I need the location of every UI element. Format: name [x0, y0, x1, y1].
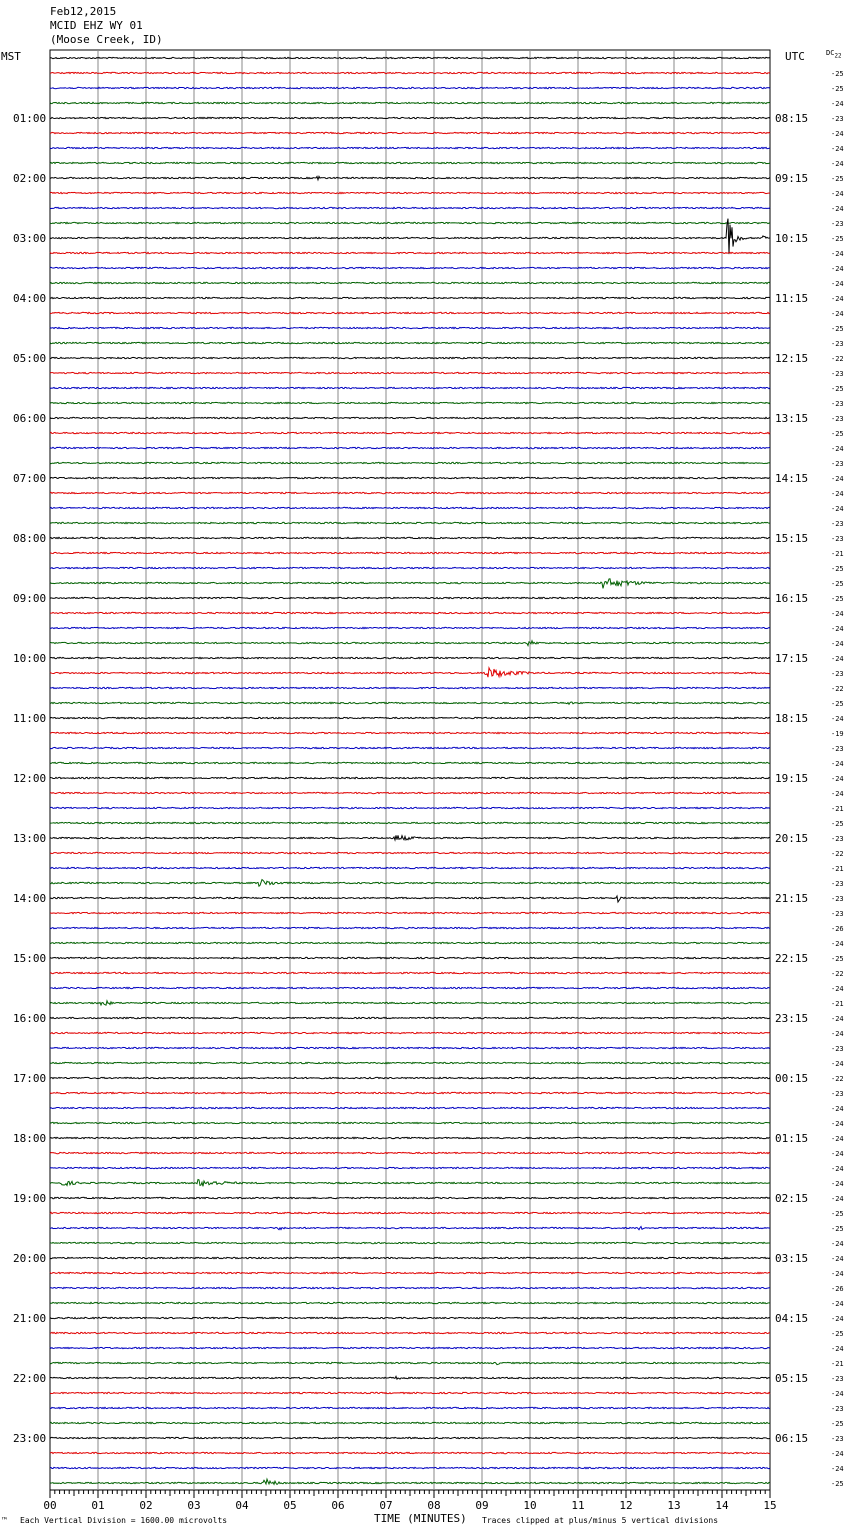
- dc-offset-label: -24: [831, 310, 844, 318]
- dc-offset-label: -24: [831, 100, 844, 108]
- dc-offset-label: -24: [831, 190, 844, 198]
- trace-line: [50, 1077, 770, 1078]
- dc-offset-label: -21: [831, 1000, 844, 1008]
- trace-line: [50, 702, 770, 704]
- dc-offset-label: -22: [831, 850, 844, 858]
- dc-offset-label: -25: [831, 70, 844, 78]
- x-tick-label: 01: [91, 1499, 105, 1512]
- dc-offset-label: -24: [831, 445, 844, 453]
- trace-line: [50, 807, 770, 808]
- hour-label-mst: 19:00: [13, 1192, 47, 1205]
- trace-line: [50, 132, 770, 133]
- trace-line: [50, 507, 770, 508]
- x-tick-label: 09: [475, 1499, 489, 1512]
- trace-line: [50, 822, 770, 823]
- hour-label-mst: 07:00: [13, 472, 47, 485]
- dc-offset-label: -24: [831, 1255, 844, 1263]
- trace-line: [50, 552, 770, 553]
- hour-label-utc: 20:15: [775, 832, 809, 845]
- dc-offset-label: -23: [831, 460, 844, 468]
- hour-label-utc: 04:15: [775, 1312, 809, 1325]
- trace-line: [50, 1257, 770, 1258]
- hour-label-utc: 14:15: [775, 472, 809, 485]
- trace-line: [50, 732, 770, 733]
- trace-line: [50, 1272, 770, 1273]
- dc-offset-label: -25: [831, 1420, 844, 1428]
- dc-offset-label: -25: [831, 700, 844, 708]
- dc-offset-label: -24: [831, 145, 844, 153]
- trace-line: [50, 219, 770, 255]
- dc-offset-label: -21: [831, 865, 844, 873]
- trace-line: [50, 896, 770, 902]
- hour-label-utc: 05:15: [775, 1372, 809, 1385]
- trace-line: [50, 792, 770, 793]
- hour-label-mst: 03:00: [13, 232, 47, 245]
- dc-offset-label: -23: [831, 415, 844, 423]
- hour-label-utc: 09:15: [775, 172, 809, 185]
- dc-offset-label: -24: [831, 1270, 844, 1278]
- dc-offset-label: -25: [831, 175, 844, 183]
- dc-offset-label: -24: [831, 160, 844, 168]
- dc-offset-label: -25: [831, 325, 844, 333]
- x-tick-label: 02: [139, 1499, 153, 1512]
- x-tick-label: 03: [187, 1499, 201, 1512]
- trace-line: [50, 1167, 770, 1168]
- trace-line: [50, 1332, 770, 1333]
- header-date: Feb12,2015: [50, 5, 117, 18]
- hour-label-mst: 16:00: [13, 1012, 47, 1025]
- hour-label-mst: 09:00: [13, 592, 47, 605]
- trace-line: [50, 387, 770, 388]
- hour-label-mst: 17:00: [13, 1072, 47, 1085]
- dc-offset-label: -24: [831, 940, 844, 948]
- dc-offset-label: -23: [831, 745, 844, 753]
- trace-line: [50, 192, 770, 193]
- hour-label-mst: 15:00: [13, 952, 47, 965]
- dc-offset-label: -25: [831, 430, 844, 438]
- dc-offset-label: -21: [831, 805, 844, 813]
- trace-line: [50, 267, 770, 268]
- trace-line: [50, 1317, 770, 1318]
- hour-label-mst: 08:00: [13, 532, 47, 545]
- trace-line: [50, 1479, 770, 1484]
- hour-label-utc: 02:15: [775, 1192, 809, 1205]
- dc-offset-label: -23: [831, 370, 844, 378]
- dc-offset-label: -25: [831, 595, 844, 603]
- trace-line: [50, 72, 770, 73]
- hour-label-mst: 04:00: [13, 292, 47, 305]
- hour-label-utc: 19:15: [775, 772, 809, 785]
- dc-offset-label: -23: [831, 115, 844, 123]
- dc-offset-label: -24: [831, 640, 844, 648]
- hour-label-utc: 06:15: [775, 1432, 809, 1445]
- trace-line: [50, 1422, 770, 1423]
- dc-offset-label: -23: [831, 340, 844, 348]
- dc-offset-label: -24: [831, 625, 844, 633]
- x-tick-label: 05: [283, 1499, 297, 1512]
- x-tick-label: 14: [715, 1499, 729, 1512]
- trace-line: [50, 492, 770, 493]
- trace-line: [50, 1197, 770, 1198]
- trace-line: [50, 1179, 770, 1186]
- dc-offset-label: -23: [831, 1090, 844, 1098]
- x-tick-label: 12: [619, 1499, 633, 1512]
- trace-line: [50, 342, 770, 343]
- dc-offset-label: -25: [831, 1480, 844, 1488]
- trace-line: [50, 1242, 770, 1243]
- hour-label-utc: 13:15: [775, 412, 809, 425]
- trace-line: [50, 117, 770, 118]
- hour-label-utc: 23:15: [775, 1012, 809, 1025]
- dc-offset-label: -24: [831, 1120, 844, 1128]
- dc-offset-label: -23: [831, 220, 844, 228]
- trace-line: [50, 567, 770, 568]
- trace-line: [50, 942, 770, 943]
- dc-offset-label: -26: [831, 925, 844, 933]
- hour-label-utc: 17:15: [775, 652, 809, 665]
- dc-offset-label: -25: [831, 385, 844, 393]
- dc-offset-label: -24: [831, 790, 844, 798]
- trace-line: [50, 1347, 770, 1348]
- trace-line: [50, 1062, 770, 1063]
- hour-label-mst: 01:00: [13, 112, 47, 125]
- trace-line: [50, 1437, 770, 1438]
- hour-label-mst: 02:00: [13, 172, 47, 185]
- dc-offset-label: -22: [831, 355, 844, 363]
- hour-label-mst: 21:00: [13, 1312, 47, 1325]
- dc-offset-label: -21: [831, 550, 844, 558]
- corner-mark: ™: [2, 1516, 7, 1525]
- dc-offset-label: -23: [831, 835, 844, 843]
- left-zone-label: MST: [1, 50, 21, 63]
- dc-offset-label: -25: [831, 85, 844, 93]
- scale-note: Each Vertical Division = 1600.00 microvolts: [20, 1516, 228, 1525]
- trace-line: [50, 972, 770, 973]
- dc-offset-label: -25: [831, 820, 844, 828]
- dc-offset-label: -21: [831, 1360, 844, 1368]
- hour-label-mst: 10:00: [13, 652, 47, 665]
- trace-line: [50, 1047, 770, 1048]
- trace-line: [50, 432, 770, 433]
- dc-offset-label: -23: [831, 400, 844, 408]
- trace-line: [50, 537, 770, 538]
- dc-offset-label: -24: [831, 1195, 844, 1203]
- dc-offset-label: -24: [831, 1450, 844, 1458]
- hour-label-mst: 23:00: [13, 1432, 47, 1445]
- trace-line: [50, 1302, 770, 1303]
- x-tick-label: 11: [571, 1499, 585, 1512]
- dc-offset-label: -24: [831, 1315, 844, 1323]
- trace-line: [50, 912, 770, 913]
- trace-line: [50, 147, 770, 148]
- trace-line: [50, 1452, 770, 1453]
- trace-line: [50, 372, 770, 373]
- trace-line: [50, 1407, 770, 1408]
- dc-offset-label: -24: [831, 1240, 844, 1248]
- hour-label-utc: 22:15: [775, 952, 809, 965]
- dc-offset-label: -24: [831, 1150, 844, 1158]
- trace-line: [50, 717, 770, 718]
- x-tick-label: 08: [427, 1499, 441, 1512]
- dc-offset-label: -23: [831, 895, 844, 903]
- hour-label-utc: 21:15: [775, 892, 809, 905]
- trace-line: [50, 87, 770, 88]
- hour-label-mst: 13:00: [13, 832, 47, 845]
- trace-line: [50, 1376, 770, 1379]
- trace-line: [50, 987, 770, 988]
- hour-label-utc: 01:15: [775, 1132, 809, 1145]
- dc-offset-label: -24: [831, 205, 844, 213]
- hour-label-utc: 00:15: [775, 1072, 809, 1085]
- trace-line: [50, 880, 770, 887]
- dc-offset-label: -23: [831, 1375, 844, 1383]
- x-tick-label: 04: [235, 1499, 249, 1512]
- dc-offset-label: -22: [831, 970, 844, 978]
- trace-line: [50, 1122, 770, 1123]
- trace-line: [50, 1467, 770, 1468]
- trace-line: [50, 207, 770, 208]
- trace-line: [50, 579, 770, 589]
- trace-line: [50, 327, 770, 328]
- trace-line: [50, 222, 770, 223]
- x-tick-label: 15: [763, 1499, 777, 1512]
- dc-offset-label: -24: [831, 655, 844, 663]
- clip-note: Traces clipped at plus/minus 5 vertical divisions: [482, 1516, 719, 1525]
- dc-offset-label: -26: [831, 1285, 844, 1293]
- trace-line: [50, 477, 770, 478]
- trace-line: [50, 1212, 770, 1213]
- x-tick-label: 07: [379, 1499, 393, 1512]
- dc-offset-label: -24: [831, 715, 844, 723]
- trace-line: [50, 1152, 770, 1153]
- dc-offset-label: -23: [831, 880, 844, 888]
- trace-line: [50, 668, 770, 677]
- trace-line: [50, 612, 770, 613]
- trace-line: [50, 297, 770, 298]
- dc-offset-label: -24: [831, 1030, 844, 1038]
- dc-offset-label: -24: [831, 1300, 844, 1308]
- dc-offset-label: -24: [831, 250, 844, 258]
- trace-line: [50, 867, 770, 868]
- trace-line: [50, 657, 770, 658]
- dc-offset-label: -24: [831, 475, 844, 483]
- trace-line: [50, 1392, 770, 1393]
- dc-offset-label: -23: [831, 670, 844, 678]
- trace-line: [50, 957, 770, 958]
- dc-offset-label: -23: [831, 535, 844, 543]
- header-location: (Moose Creek, ID): [50, 33, 163, 46]
- dc-offset-label: -25: [831, 1210, 844, 1218]
- dc-offset-label: -25: [831, 580, 844, 588]
- x-tick-label: 13: [667, 1499, 681, 1512]
- dc-offset-label: -24: [831, 775, 844, 783]
- hour-label-mst: 05:00: [13, 352, 47, 365]
- trace-line: [50, 835, 770, 840]
- dc-offset-label: -23: [831, 1405, 844, 1413]
- trace-line: [50, 1092, 770, 1093]
- dc-offset-label: -22: [831, 685, 844, 693]
- trace-line: [50, 357, 770, 358]
- dc-offset-label: -24: [831, 1345, 844, 1353]
- plot-frame: [50, 50, 770, 1490]
- dc-offset-label: -24: [831, 1135, 844, 1143]
- trace-line: [50, 417, 770, 418]
- header-station: MCID EHZ WY 01: [50, 19, 143, 32]
- hour-label-mst: 11:00: [13, 712, 47, 725]
- dc-offset-label: -24: [831, 505, 844, 513]
- dc-offset-label: -24: [831, 1390, 844, 1398]
- dc-offset-label: -24: [831, 985, 844, 993]
- dc-offset-label: -24: [831, 130, 844, 138]
- dc-offset-label: -24: [831, 1105, 844, 1113]
- dc-offset-label: -24: [831, 295, 844, 303]
- x-tick-label: 00: [43, 1499, 57, 1512]
- hour-label-mst: 06:00: [13, 412, 47, 425]
- dc-offset-label: -24: [831, 280, 844, 288]
- hour-label-utc: 16:15: [775, 592, 809, 605]
- trace-line: [50, 447, 770, 448]
- hour-label-utc: 08:15: [775, 112, 809, 125]
- hour-label-mst: 20:00: [13, 1252, 47, 1265]
- hour-label-mst: 14:00: [13, 892, 47, 905]
- dc-offset-label: -19: [831, 730, 844, 738]
- dc-offset-label: -23: [831, 910, 844, 918]
- trace-line: [50, 162, 770, 163]
- dc-offset-label: -25: [831, 235, 844, 243]
- hour-label-mst: 12:00: [13, 772, 47, 785]
- dc-offset-label: -22: [831, 1075, 844, 1083]
- trace-line: [50, 1362, 770, 1364]
- dc-offset-label: -24: [831, 1060, 844, 1068]
- right-zone-label: UTC: [785, 50, 805, 63]
- x-tick-label: 06: [331, 1499, 345, 1512]
- dc-offset-label: -24: [831, 1465, 844, 1473]
- trace-line: [50, 641, 770, 646]
- trace-line: [50, 462, 770, 463]
- trace-line: [50, 102, 770, 103]
- x-axis-label: TIME (MINUTES): [374, 1512, 467, 1525]
- dc-offset-label: -24: [831, 490, 844, 498]
- trace-line: [50, 1226, 770, 1229]
- trace-line: [50, 402, 770, 403]
- trace-line: [50, 747, 770, 748]
- trace-line: [50, 687, 770, 688]
- trace-line: [50, 252, 770, 253]
- dc-offset-label: -24: [831, 265, 844, 273]
- trace-line: [50, 927, 770, 928]
- dc-offset-label: -24: [831, 610, 844, 618]
- trace-line: [50, 1001, 770, 1005]
- trace-line: [50, 176, 770, 179]
- trace-line: [50, 1017, 770, 1018]
- x-tick-label: 10: [523, 1499, 537, 1512]
- dc-offset-label: -23: [831, 1435, 844, 1443]
- trace-line: [50, 1137, 770, 1138]
- hour-label-utc: 12:15: [775, 352, 809, 365]
- dc-offset-label: -25: [831, 1225, 844, 1233]
- trace-line: [50, 1107, 770, 1108]
- trace-line: [50, 597, 770, 598]
- dc-label: $DC_{22}$: [826, 49, 842, 60]
- hour-label-utc: 11:15: [775, 292, 809, 305]
- dc-offset-label: -25: [831, 955, 844, 963]
- trace-line: [50, 282, 770, 283]
- dc-offset-label: -24: [831, 1015, 844, 1023]
- dc-offset-label: -24: [831, 1165, 844, 1173]
- hour-label-utc: 18:15: [775, 712, 809, 725]
- hour-label-mst: 18:00: [13, 1132, 47, 1145]
- trace-line: [50, 762, 770, 763]
- hour-label-utc: 10:15: [775, 232, 809, 245]
- hour-label-mst: 22:00: [13, 1372, 47, 1385]
- dc-offset-label: -25: [831, 565, 844, 573]
- dc-offset-label: -24: [831, 760, 844, 768]
- hour-label-utc: 15:15: [775, 532, 809, 545]
- dc-offset-label: -25: [831, 1330, 844, 1338]
- trace-line: [50, 777, 770, 778]
- trace-line: [50, 57, 770, 58]
- trace-line: [50, 1287, 770, 1288]
- dc-offset-label: -24: [831, 1180, 844, 1188]
- hour-label-utc: 03:15: [775, 1252, 809, 1265]
- trace-line: [50, 312, 770, 313]
- trace-line: [50, 852, 770, 853]
- trace-line: [50, 627, 770, 628]
- trace-line: [50, 1032, 770, 1033]
- trace-line: [50, 522, 770, 523]
- dc-offset-label: -23: [831, 1045, 844, 1053]
- dc-offset-label: -23: [831, 520, 844, 528]
